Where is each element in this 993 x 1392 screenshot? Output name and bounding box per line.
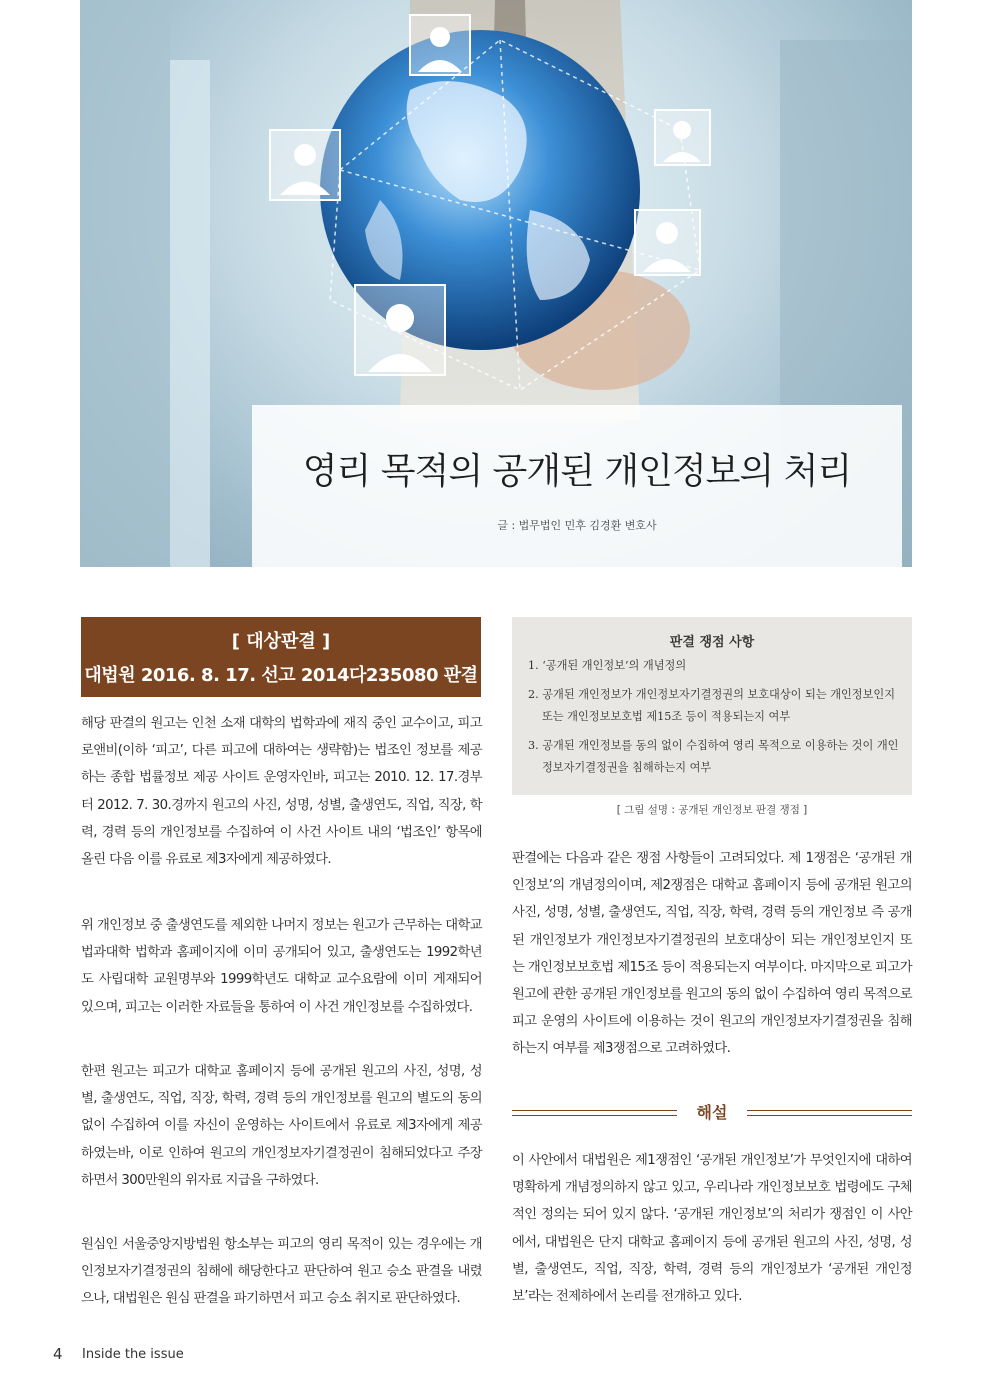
article-byline: 글 : 법무법인 민후 김경환 변호사 (497, 519, 657, 532)
case-box (81, 617, 481, 697)
hero-image (80, 0, 912, 567)
issue-title: 판결 쟁점 사항 (669, 635, 755, 650)
issue-list (528, 655, 908, 786)
issue-item: 1. ‘공개된 개인정보’의 개념정의 (528, 659, 687, 672)
issue-box (512, 617, 912, 795)
issue-item: 2. 공개된 개인정보가 개인정보자기결정권의 보호대상이 되는 개인정보인지 또는 개인정보보호법 제15조 등이 적용되는지 여부 (528, 688, 896, 723)
issue-item: 3. 공개된 개인정보를 동의 없이 수집하여 영리 목적으로 이용하는 것이 개인정보자기결정권을 침해하는지 여부 (528, 739, 899, 774)
case-name: 대법원 2016. 8. 17. 선고 2014다235080 판결 (84, 665, 478, 686)
title-box (252, 405, 902, 567)
page-number: 4 (53, 1345, 63, 1363)
paragraph: 이 사안에서 대법원은 제1쟁점인 ‘공개된 개인정보’가 무엇인지에 대하여 명확하게 개념정의하지 않고 있고, 우리나라 개인정보보호 법령에도 구체적인 정의는 되어 있지 않다. ‘공개된 개인정보’의 처리가 쟁점인 이 사안에서, 대법원은 단지 대학교 홈페이지 등에 공개된 원고의 사진, 성명, 성별, 출생연도, 직업, 직장, 학력, 경력 등의 개인정보가 ‘공개된 개인정보’라는 전제하에서 논리를 전개하고 있다. (512, 1153, 912, 1305)
paragraph: 판결에는 다음과 같은 쟁점 사항들이 고려되었다. 제 1쟁점은 ‘공개된 개인정보’의 개념정의이며, 제2쟁점은 대학교 홈페이지 등에 공개된 원고의 사진, 성명, 성별, 출생연도, 직업, 직장, 학력, 경력 등의 개인정보 즉 공개된 개인정보가 개인정보자기결정권의 보호대상이 되는 개인정보인지 또는 개인정보보호법 제15조 등이 적용되는지 여부이다. 마지막으로 피고가 원고에 관한 공개된 개인정보를 원고의 동의 없이 수집하여 영리 목적으로 피고 운영의 사이트에 이용하는 것이 원고의 개인정보자기결정권을 침해하는지 여부를 제3쟁점으로 고려하였다. (512, 851, 912, 1057)
paragraph: 원심인 서울중앙지방법원 항소부는 피고의 영리 목적이 있는 경우에는 개인정보자기결정권의 침해에 해당한다고 판단하여 원고 승소 판결을 내렸으나, 대법원은 원심 판결을 파기하면서 피고 승소 취지로 판단하였다. (81, 1237, 482, 1307)
section-heading (512, 1098, 912, 1126)
case-tag: [ 대상판결 ] (231, 631, 331, 652)
figure-caption: [ 그림 설명 : 공개된 개인정보 판결 쟁점 ] (616, 804, 808, 816)
section-heading-text: 해설 (696, 1103, 728, 1122)
article-title: 영리 목적의 공개된 개인정보의 처리 (302, 451, 852, 492)
paragraph: 한편 원고는 피고가 대학교 홈페이지 등에 공개된 원고의 사진, 성명, 성별, 출생연도, 직업, 직장, 학력, 경력 등의 개인정보를 원고의 별도의 동의 없이 수집하여 이를 자신이 운영하는 사이트에서 유료로 제3자에게 제공하였는바, 이로 인하여 원고의 개인정보자기결정권이 침해되었다고 주장하면서 300만원의 위자료 지급을 구하였다. (81, 1064, 482, 1188)
paragraph: 위 개인정보 중 출생연도를 제외한 나머지 정보는 원고가 근무하는 대학교 법과대학 법학과 홈페이지에 이미 공개되어 있고, 출생연도는 1992학년도 사립대학 교원명부와 1999학년도 대학교 교수요람에 이미 게재되어 있으며, 피고는 이러한 자료들을 통하여 이 사건 개인정보를 수집하였다. (81, 918, 482, 1015)
magazine-name: Inside the issue (82, 1347, 184, 1362)
paragraph: 해당 판결의 원고는 인천 소재 대학의 법학과에 재직 중인 교수이고, 피고 로앤비(이하 ‘피고’, 다른 피고에 대하여는 생략함)는 법조인 정보를 제공하는 종합 법률정보 제공 사이트 운영자인바, 피고는 2010. 12. 17.경부터 2012. 7. 30.경까지 원고의 사진, 성명, 성별, 출생연도, 직업, 직장, 학력, 경력 등의 개인정보를 수집하여 이 사건 사이트 내의 ‘법조인’ 항목에 올린 다음 이를 유료로 제3자에게 제공하였다. (81, 716, 482, 868)
